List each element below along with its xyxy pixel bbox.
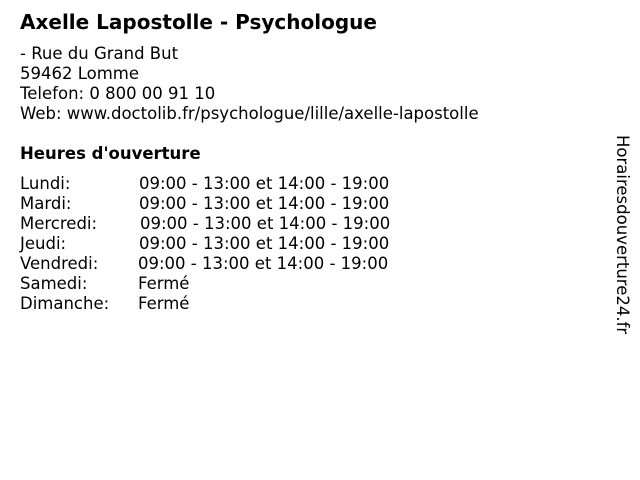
day-hours: 09:00 - 13:00 et 14:00 - 19:00	[139, 194, 390, 213]
day-label: Mardi:	[20, 194, 72, 213]
phone-number: Telefon: 0 800 00 91 10	[20, 84, 216, 103]
day-hours: 09:00 - 13:00 et 14:00 - 19:00	[139, 174, 390, 193]
day-label: Samedi:	[20, 274, 88, 293]
site-watermark: Horairesdouverture24.fr	[613, 135, 632, 335]
street-address: - Rue du Grand But	[20, 44, 179, 63]
city-postcode: 59462 Lomme	[20, 64, 140, 83]
opening-hours-heading: Heures d'ouverture	[20, 144, 201, 163]
day-label: Vendredi:	[20, 254, 99, 273]
day-hours: 09:00 - 13:00 et 14:00 - 19:00	[140, 214, 391, 233]
day-label: Mercredi:	[20, 214, 98, 233]
day-label: Lundi:	[20, 174, 71, 193]
website-url: Web: www.doctolib.fr/psychologue/lille/axelle-lapostolle	[20, 104, 479, 123]
day-label: Jeudi:	[20, 234, 67, 253]
day-hours: 09:00 - 13:00 et 14:00 - 19:00	[138, 254, 389, 273]
day-hours: 09:00 - 13:00 et 14:00 - 19:00	[139, 234, 390, 253]
business-name: Axelle Lapostolle - Psychologue	[20, 10, 377, 34]
day-hours: Fermé	[138, 274, 190, 293]
day-hours: Fermé	[138, 294, 190, 313]
day-label: Dimanche:	[20, 294, 110, 313]
address-block	[20, 44, 479, 124]
